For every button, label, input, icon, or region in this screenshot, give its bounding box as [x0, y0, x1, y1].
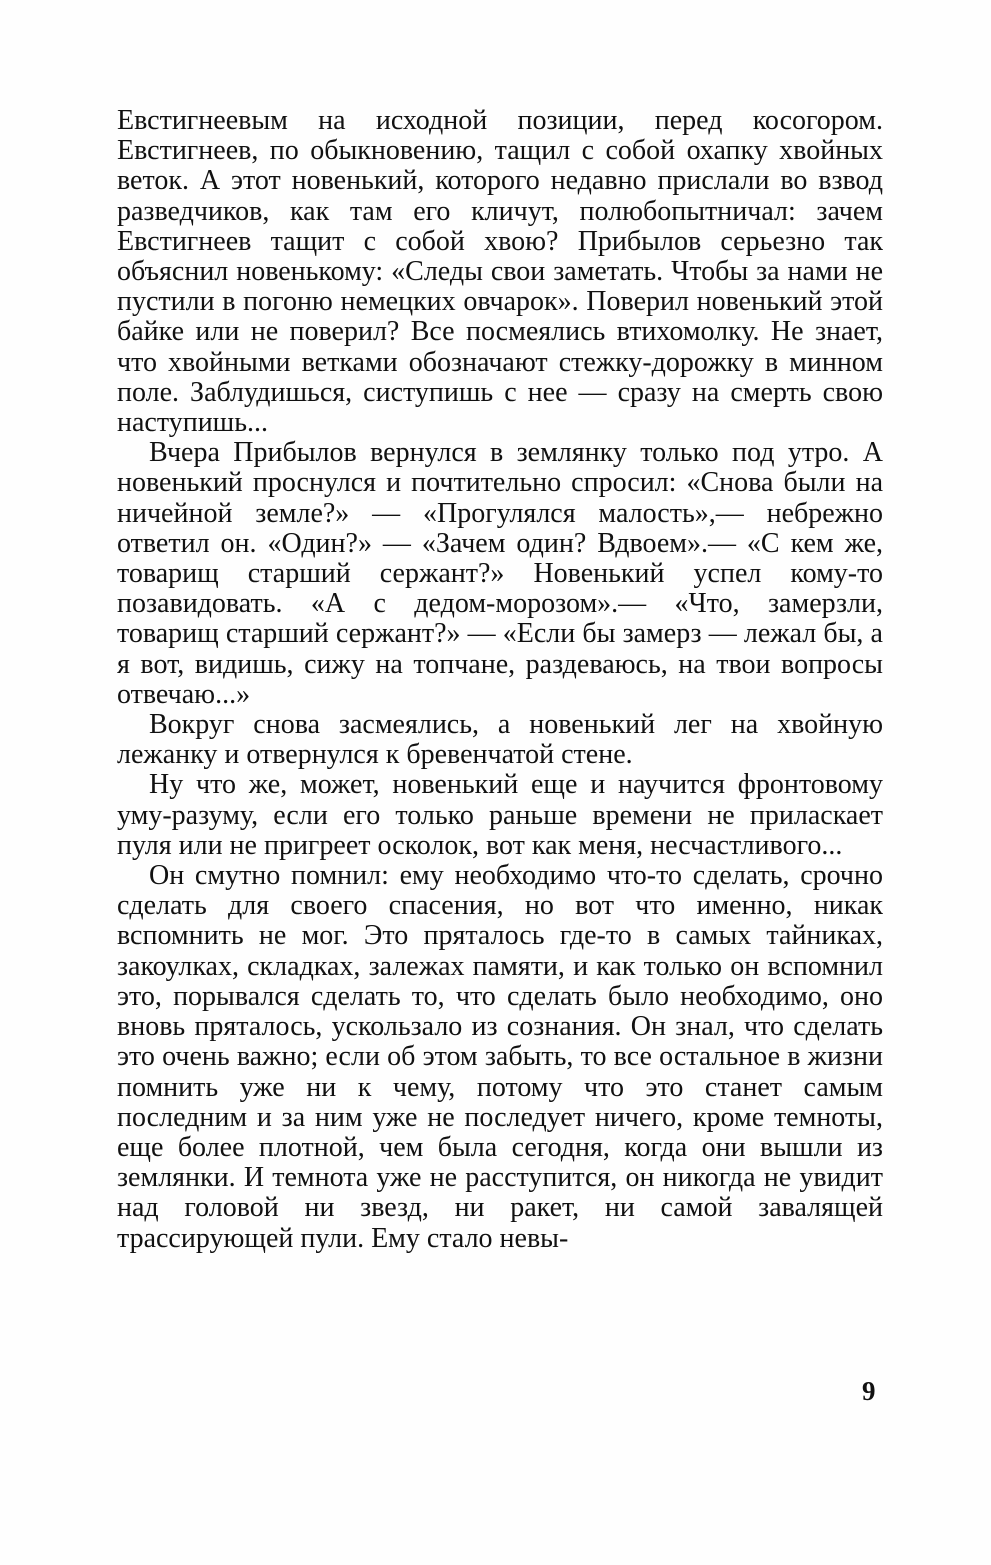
body-text: [117, 106, 883, 1254]
page-number: 9: [862, 1376, 876, 1406]
paragraph-4: Ну что же, может, новенький еще и научится фронтовому уму-разуму, если его только раньше времени не приласкает пуля или не пригреет осколок, вот как меня, несчастливого...: [117, 769, 883, 861]
paragraph-2: Вчера Прибылов вернулся в землянку только под утро. А новенький проснулся и почтительно спросил: «Снова были на ничейной земле?» — «Прогулялся малость»,— небрежно ответил он. «Один?» — «Зачем один? Вдвоем».— «С кем же, товарищ старший сержант?» Новенький успел кому-то позавидовать. «А с дедом-морозом».— «Что, замерзли, товарищ старший сержант?» — «Если бы замерз — лежал бы, а я вот, видишь, сижу на топчане, раздеваюсь, на твои вопросы отвечаю...»: [117, 437, 883, 710]
paragraph-5: Он смутно помнил: ему необходимо что-то сделать, срочно сделать для своего спасения, но вот что именно, никак вспомнить не мог. Это пряталось где-то в самых тайниках, закоулках, складках, залежах памяти, и как только он вспомнил это, порывался сделать то, что сделать было необходимо, оно вновь пряталось, ускользало из сознания. Он знал, что сделать это очень важно; если об этом забыть, то все остальное в жизни помнить уже ни к чему, потому что это станет самым последним и за ним уже не последует ничего, кроме темноты, еще более плотной, чем была сегодня, когда они вышли из землянки. И темнота уже не расступится, он никогда не увидит над головой ни звезд, ни ракет, ни самой завалящей трассирующей пули. Ему стало невы-: [117, 860, 883, 1254]
paragraph-1: Евстигнеевым на исходной позиции, перед косогором. Евстигнеев, по обыкновению, тащил с собой охапку хвойных веток. А этот новенький, которого недавно прислали во взвод разведчиков, как там его кличут, полюбопытничал: зачем Евстигнеев тащит с собой хвою? Прибылов серьезно так объяснил новенькому: «Следы свои заметать. Чтобы за нами не пустили в погоню немецких овчарок». Поверил новенький этой байке или не поверил? Все посмеялись втихомолку. Не знает, что хвойными ветками обозначают стежку-дорожку в минном поле. Заблудишься, систупишь с нее — сразу на смерть свою наступишь...: [117, 105, 883, 439]
paragraph-3: Вокруг снова засмеялись, а новенький лег на хвойную лежанку и отвернулся к бревенчатой стене.: [117, 709, 883, 771]
